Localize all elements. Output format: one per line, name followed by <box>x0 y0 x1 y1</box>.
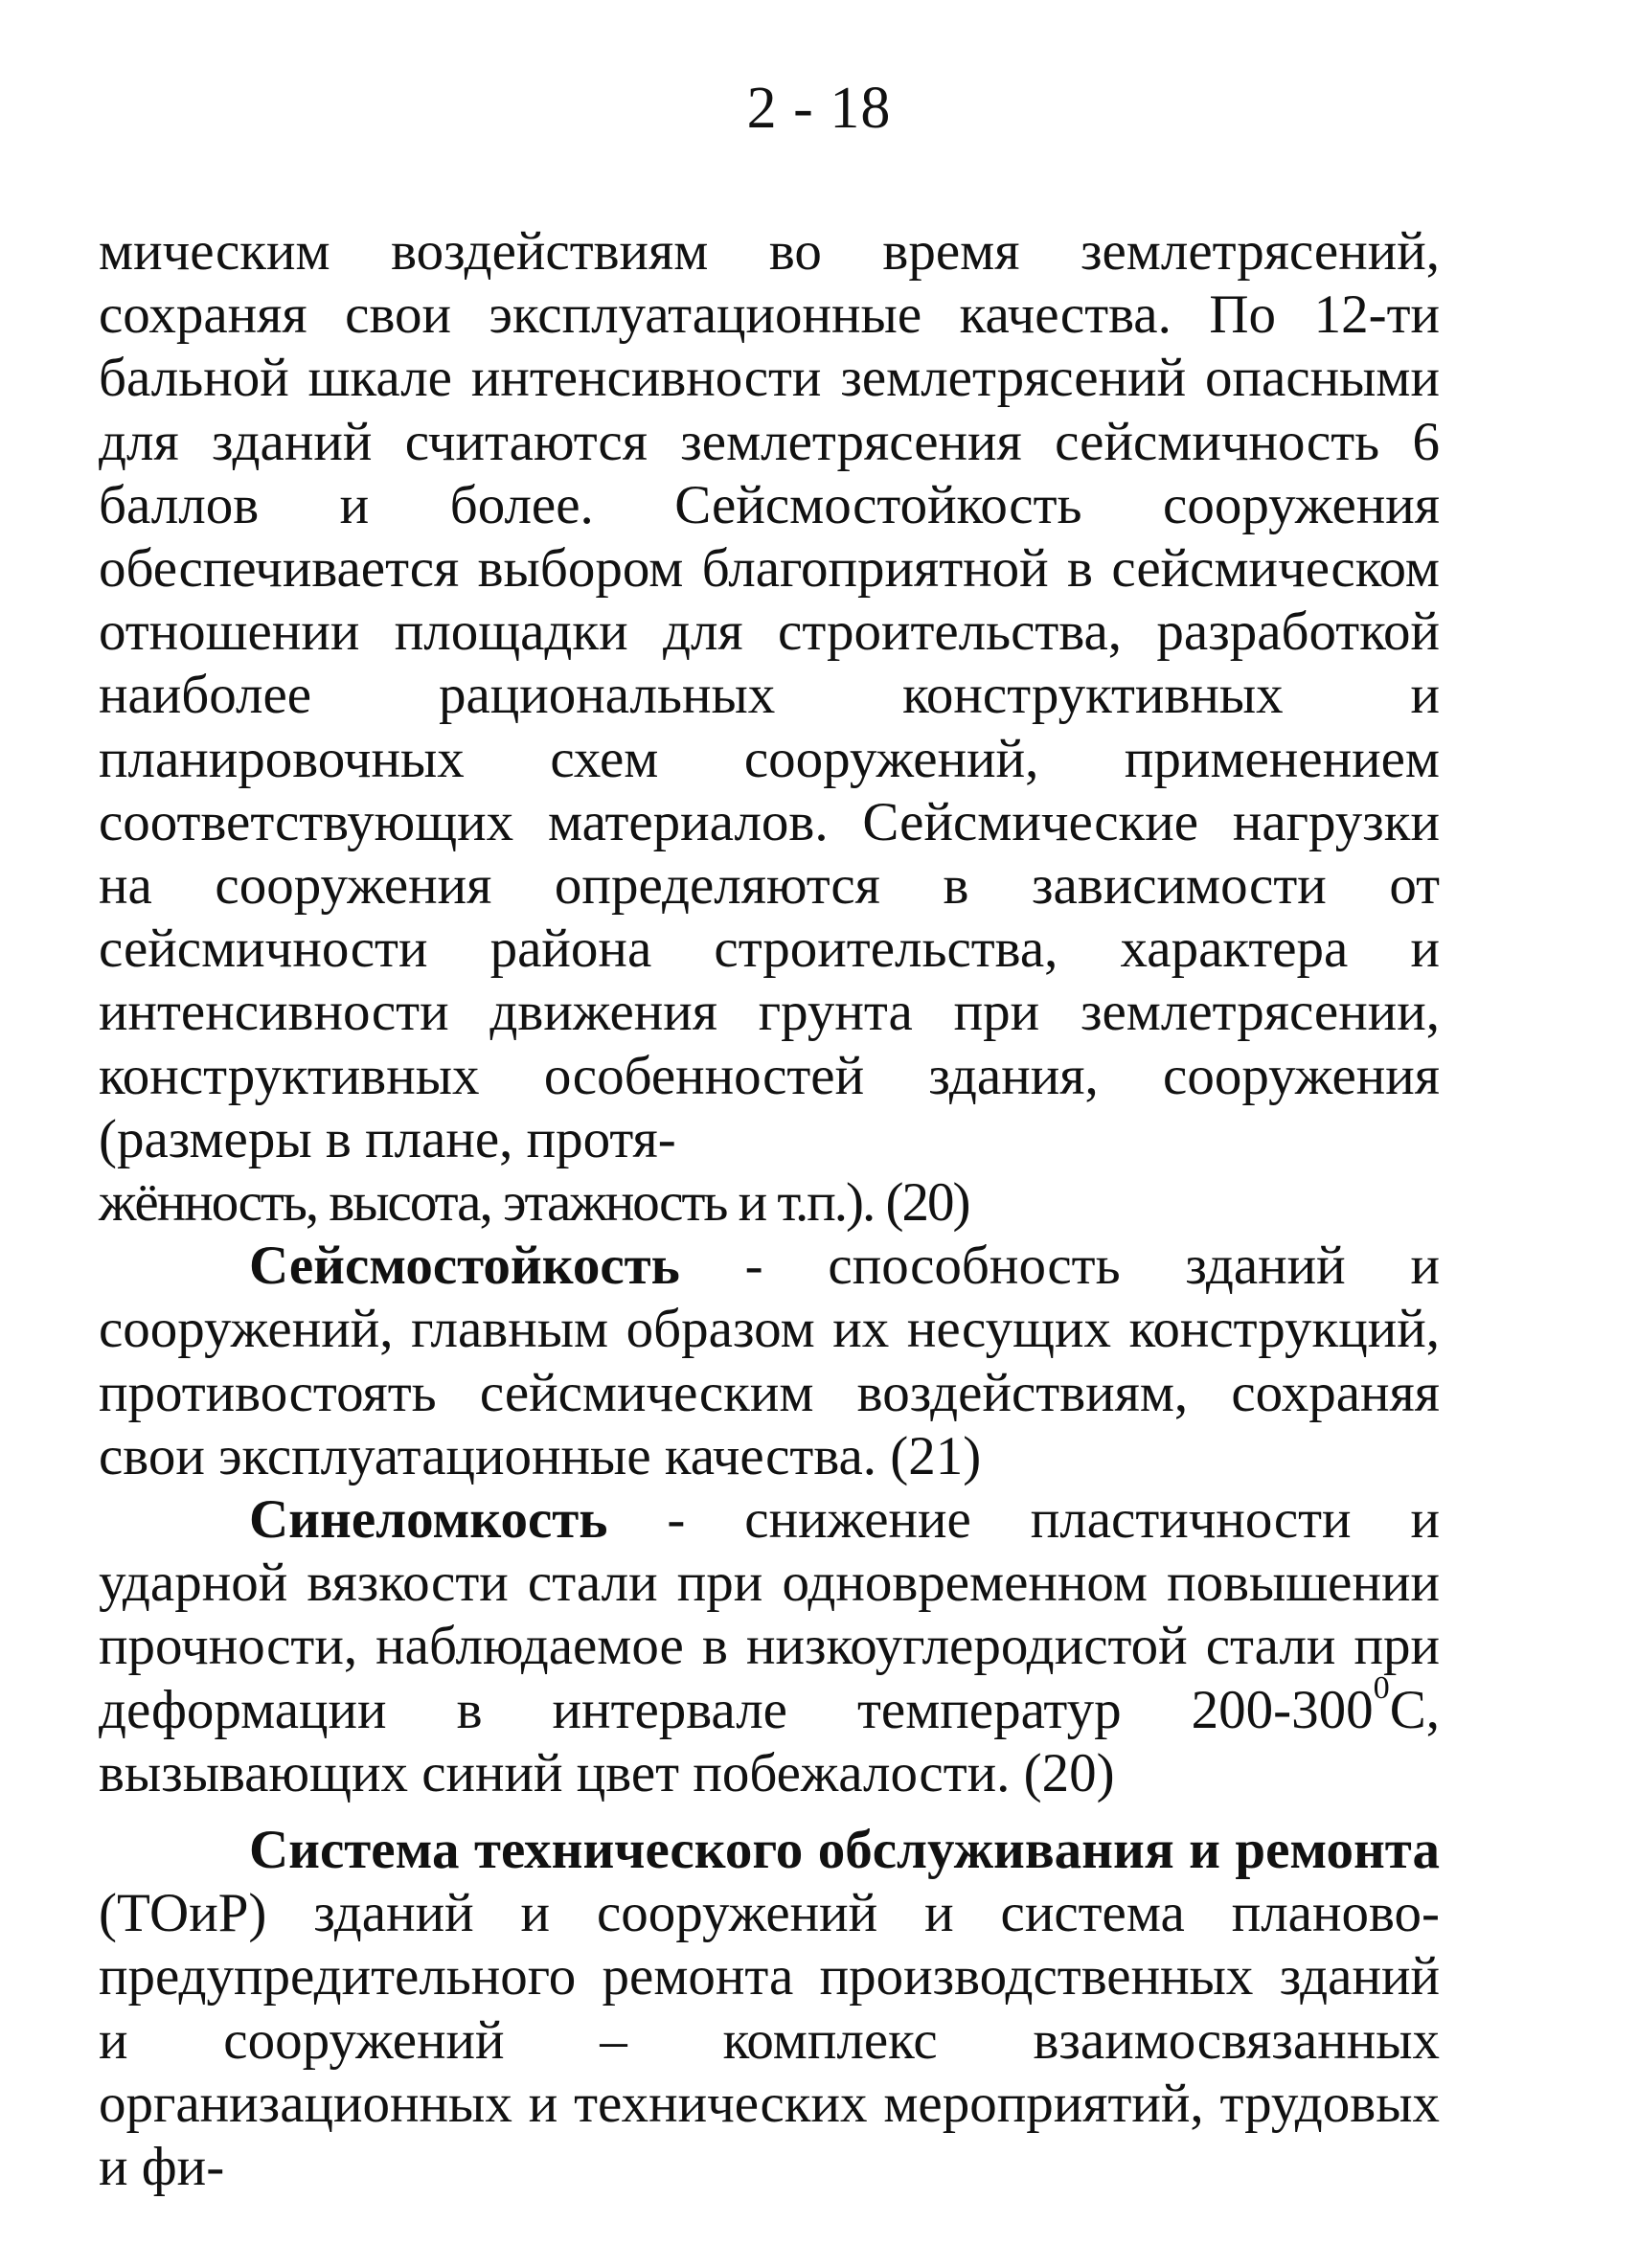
definition-text: (ТОиР) зданий и сооружений и система планово-предупредительного ремонта производственных зданий и сооружений – комплекс взаимосвязанных организационных и технических мероприятий, трудовых и фи- <box>99 1883 1440 2198</box>
definition-term: Сейсмостойкость <box>249 1236 680 1297</box>
definition-term: Синеломкость <box>249 1489 608 1551</box>
definition-seismic-resistance <box>99 1235 1440 1488</box>
definition-text: - снижение пластичности и ударной вязкости стали при одновременном повышении прочности, наблюдаемое в низкоуглеродистой стали при деформации в интервале температур 200-300 <box>99 1489 1440 1740</box>
definition-text-continued: С, вызывающих синий цвет побежалости. (20) <box>99 1679 1440 1803</box>
paragraph-text: мическим воздействиям во время землетрясений, сохраняя свои эксплуатационные качества. По 12-ти бальной шкале интенсивности землетрясений опасными для зданий считаются землетрясения сейсмичность 6 баллов и более. Сейсмостойкость сооружения обеспечивается выбором благоприятной в сейсмическом отношении площадки для строительства, разработкой наиболее рациональных конструктивных и планировочных схем сооружений, применением соответствующих материалов. Сейсмические нагрузки на сооружения определяются в зависимости от сейсмичности района строительства, характера и интенсивности движения грунта при землетрясении, конструктивных особенностей здания, сооружения (размеры в плане, протя- <box>99 221 1440 1169</box>
definition-maintenance-system <box>99 1819 1440 2199</box>
page-number: 2 - 18 <box>746 76 892 141</box>
definition-term: Система технического обслуживания и ремонта <box>249 1820 1440 1881</box>
definition-text: - способность зданий и сооружений, главным образом их несущих конструкций, противостоять сейсмическим воздействиям, сохраняя свои эксплуатационные качества. (21) <box>99 1236 1440 1486</box>
paragraph-continuation <box>99 220 1440 1235</box>
paragraph-text-tail: жённость, высота, этажность и т.п.). (20) <box>99 1172 969 1234</box>
definition-blue-brittleness <box>99 1488 1440 1805</box>
degree-superscript: 0 <box>1373 1669 1390 1706</box>
body-text <box>99 220 1440 2199</box>
